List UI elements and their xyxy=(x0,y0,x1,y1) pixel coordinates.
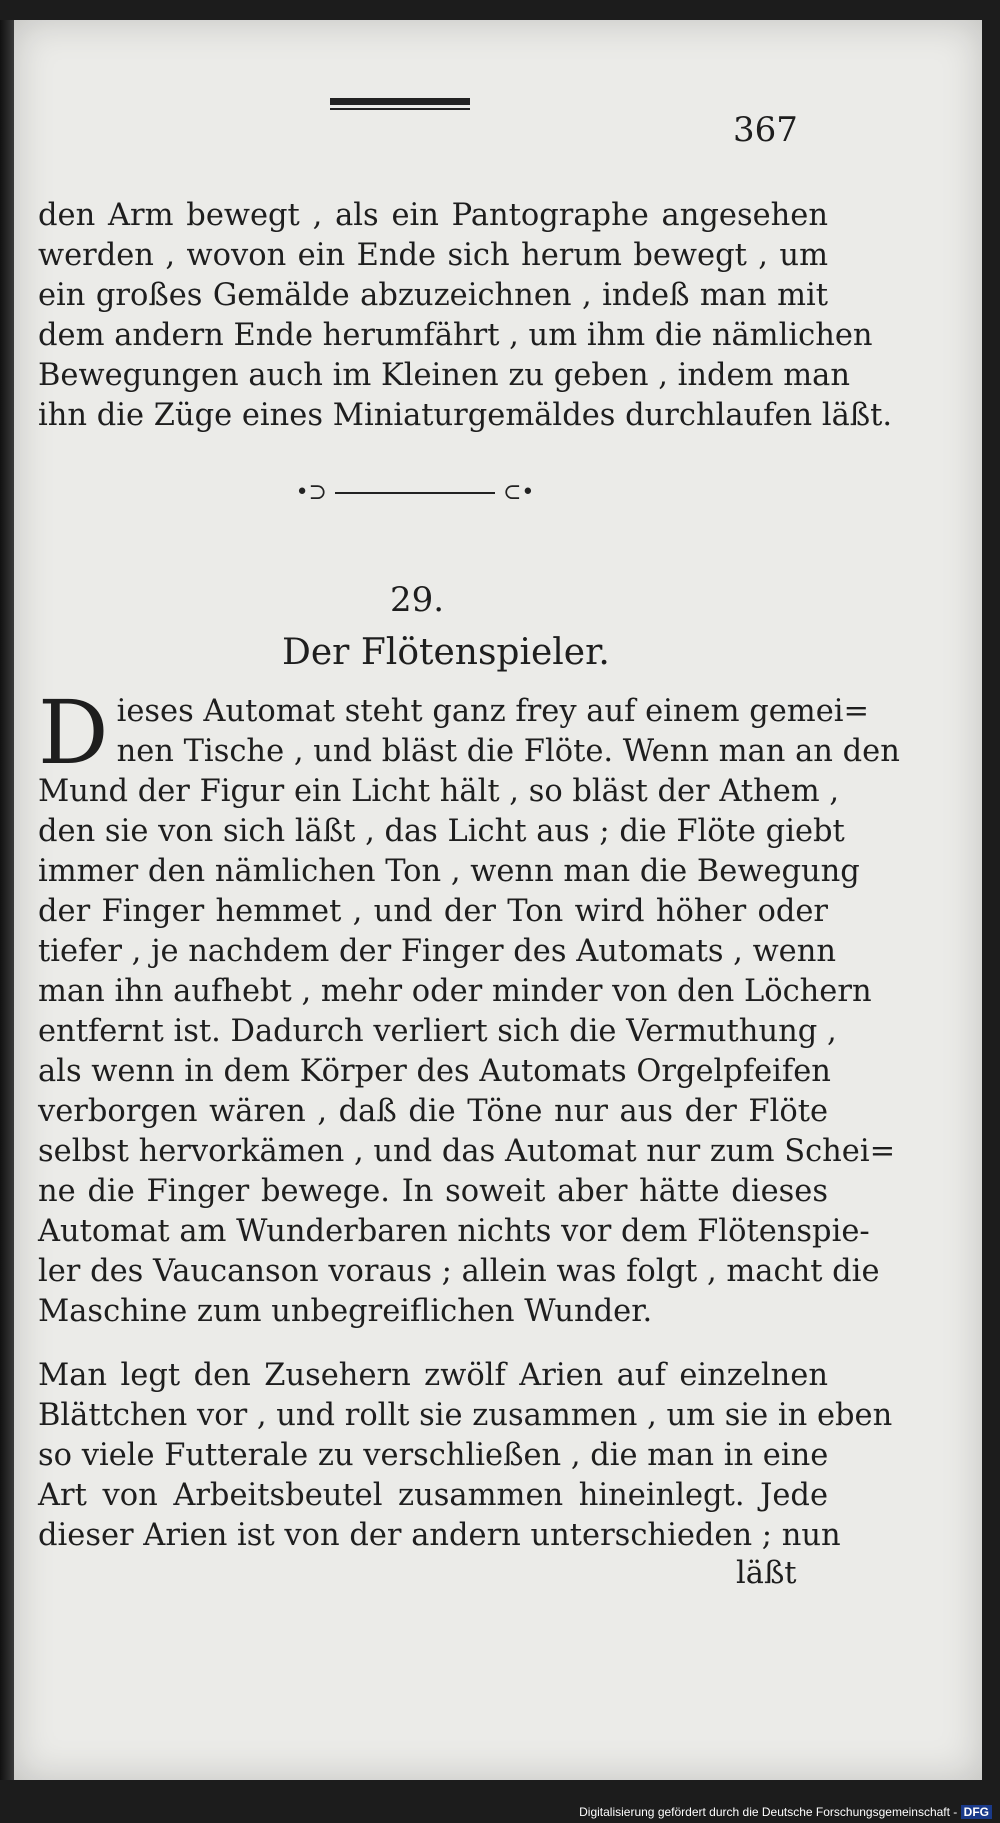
book-spine-shadow xyxy=(0,20,14,1780)
header-rule xyxy=(330,98,470,110)
footer-text: Digitalisierung gefördert durch die Deutsche Forschungsgemeinschaft - xyxy=(579,1805,958,1819)
text-line: tiefer , je nachdem der Finger des Automats , wenn xyxy=(38,934,837,969)
text-line: dem andern Ende herumfährt , um ihm die nämlichen xyxy=(38,318,873,353)
text-line: ihn die Züge eines Miniaturgemäldes durchlaufen läßt. xyxy=(38,398,893,433)
text-line: so viele Futterale zu verschließen , die man in eine xyxy=(38,1438,829,1473)
text-line: ieses Automat steht ganz frey auf einem gemei= xyxy=(116,694,870,729)
text-line: ne die Finger bewege. In soweit aber hätte dieses xyxy=(38,1174,828,1209)
text-line: werden , wovon ein Ende sich herum bewegt , um xyxy=(38,238,828,273)
chapter-title: Der Flötenspieler. xyxy=(282,632,610,673)
text-line: Art von Arbeitsbeutel zusammen hineinlegt. Jede xyxy=(38,1478,828,1513)
text-line: nen Tische , und bläst die Flöte. Wenn man an den xyxy=(116,734,900,769)
text-line: den Arm bewegt , als ein Pantographe angesehen xyxy=(38,198,828,233)
digitization-footer xyxy=(579,1805,992,1819)
text-line: ler des Vaucanson voraus ; allein was folgt , macht die xyxy=(38,1254,880,1289)
text-line: Maschine zum unbegreiflichen Wunder. xyxy=(38,1294,653,1329)
catchword: läßt xyxy=(736,1556,797,1591)
text-line: entfernt ist. Dadurch verliert sich die Vermuthung , xyxy=(38,1014,837,1049)
section-ornament xyxy=(280,480,550,505)
text-line: Bewegungen auch im Kleinen zu geben , indem man xyxy=(38,358,850,393)
ornament-left: •⊃ xyxy=(295,480,327,505)
top-paragraph xyxy=(38,196,893,436)
text-line: Man legt den Zusehern zwölf Arien auf einzelnen xyxy=(38,1358,828,1393)
text-line: immer den nämlichen Ton , wenn man die Bewegung xyxy=(38,854,860,889)
ornament-right: ⊂• xyxy=(503,480,535,505)
text-line: als wenn in dem Körper des Automats Orgelpfeifen xyxy=(38,1054,831,1089)
text-line: man ihn aufhebt , mehr oder minder von den Löchern xyxy=(38,974,872,1009)
page-number: 367 xyxy=(733,110,798,150)
text-line: verborgen wären , daß die Töne nur aus der Flöte xyxy=(38,1094,828,1129)
chapter-number: 29. xyxy=(390,580,445,620)
text-line: Blättchen vor , und rollt sie zusammen , um sie in eben xyxy=(38,1398,893,1433)
text-line: Mund der Figur ein Licht hält , so bläst der Athem , xyxy=(38,774,840,809)
dropcap: D xyxy=(38,681,109,784)
text-line: den sie von sich läßt , das Licht aus ; die Flöte giebt xyxy=(38,814,845,849)
paragraph-2 xyxy=(38,1356,893,1556)
text-line: ein großes Gemälde abzuzeichnen , indeß man mit xyxy=(38,278,828,313)
text-line: dieser Arien ist von der andern unterschieden ; nun xyxy=(38,1518,841,1553)
paragraph-1 xyxy=(38,681,900,1332)
text-line: selbst hervorkämen , und das Automat nur zum Schei= xyxy=(38,1134,896,1169)
text-line: Automat am Wunderbaren nichts vor dem Flötenspie- xyxy=(38,1214,870,1249)
dfg-logo: DFG xyxy=(961,1805,992,1819)
text-line: der Finger hemmet , und der Ton wird höher oder xyxy=(38,894,828,929)
